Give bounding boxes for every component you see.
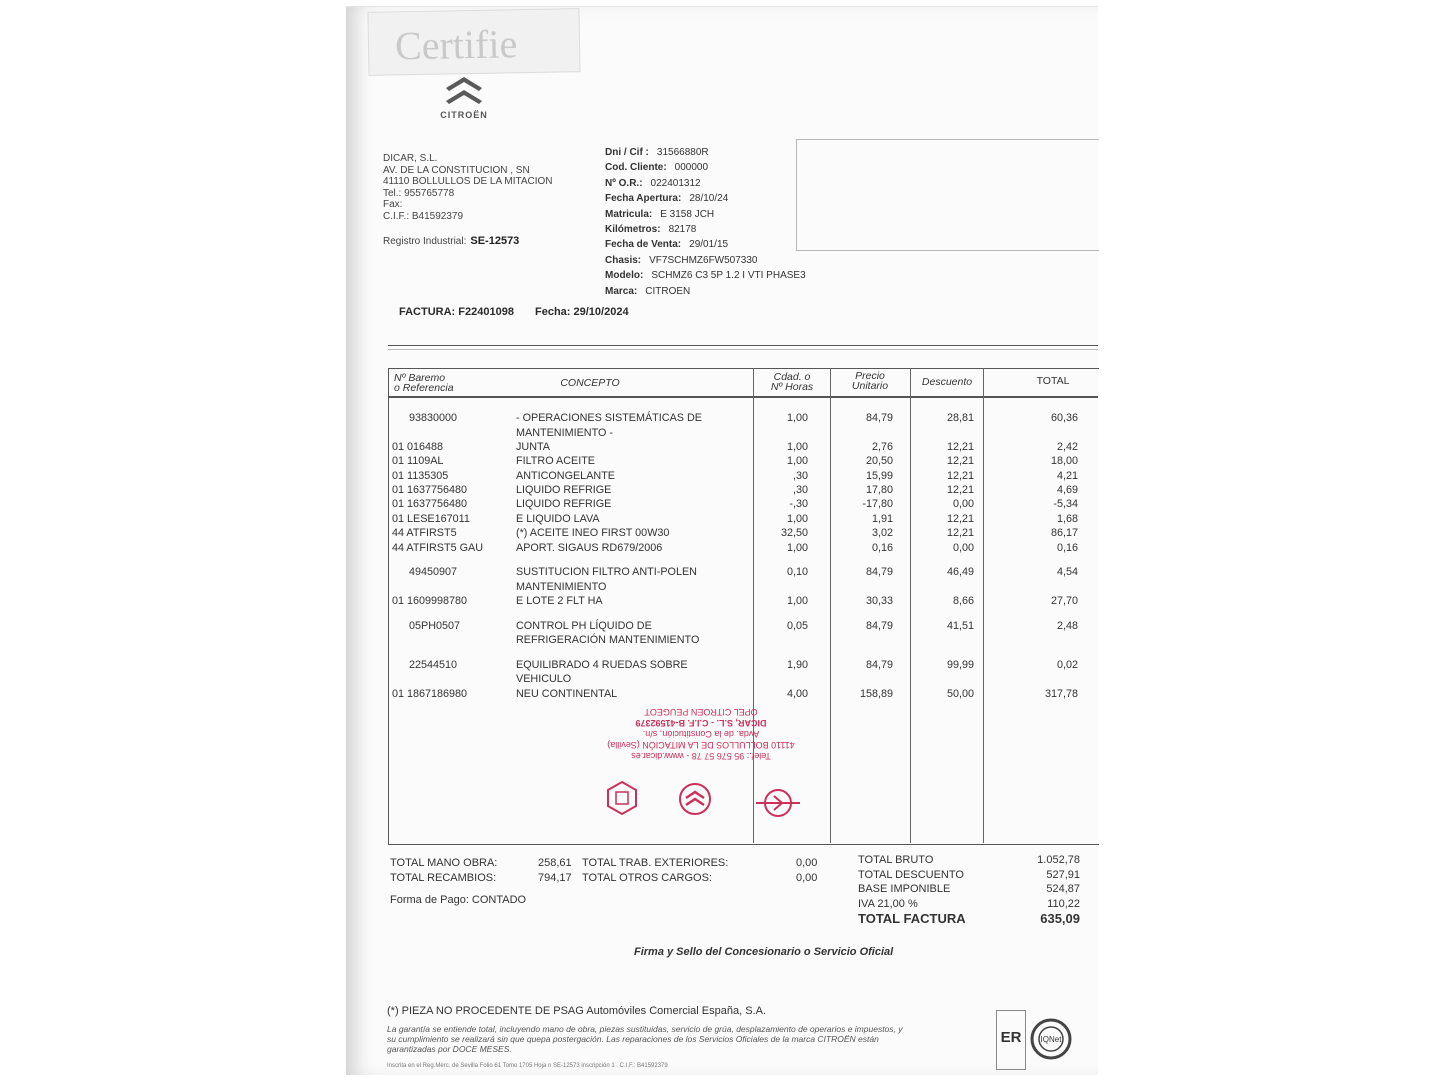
- header-discount: Descuento: [921, 376, 973, 388]
- legal-text: La garantía se entiende total, incluyendo mano de obra, piezas sustituidas, servicio de grúa, desplazamiento de operarios e impuestos, y su cumplimiento se realizará sin que quepa postergación. Las reparaciones de los Servicios Oficiales de la marca CITROËN están garantizadas por DOCE MESES.: [387, 1024, 903, 1054]
- cell-disc: 12,21: [946, 441, 974, 453]
- cell-qty: 1,00: [786, 441, 808, 453]
- cell-qty: -,30: [789, 498, 808, 510]
- vehicle-info-label: Marca:: [605, 285, 638, 297]
- cell-price: 0,16: [871, 542, 893, 554]
- invoice-header: [399, 306, 629, 318]
- stamp-brands: OPEL CITROEN PEUGEOT: [644, 707, 758, 717]
- company-tel: Tel.: 955765778: [383, 187, 455, 199]
- vehicle-info-value: E 3158 JCH: [660, 208, 715, 220]
- totals-right-row: [858, 868, 1080, 883]
- cell-disc: 46,49: [946, 566, 974, 578]
- vehicle-info-row: [605, 145, 806, 160]
- cell-price: 84,79: [865, 412, 893, 424]
- vehicle-info: [605, 145, 806, 299]
- totals-left-row2: TOTAL RECAMBIOS: 794,17 TOTAL OTROS CARGOS: 0,00: [390, 872, 818, 884]
- vehicle-info-value: 022401312: [650, 177, 701, 189]
- cell-ref: 01 LESE167011: [392, 513, 470, 525]
- vehicle-info-value: SCHMZ6 C3 5P 1.2 I VTI PHASE3: [651, 270, 806, 282]
- totals-right-row: [858, 882, 1080, 897]
- registro-industrial: Registro Industrial: SE-12573: [383, 235, 520, 247]
- cell-concept: E LOTE 2 FLT HA: [516, 595, 603, 607]
- vehicle-info-label: Fecha de Venta:: [605, 239, 682, 251]
- table-header-rule: [388, 396, 1098, 398]
- cell-concept: E LIQUIDO LAVA: [516, 513, 600, 525]
- citroen-chevrons-icon: [443, 72, 485, 108]
- cell-price: 30,33: [865, 595, 893, 607]
- cell-price: 20,50: [865, 455, 893, 467]
- stamp-tel: Telef.: 95 576 57 78 - www.dicar.es: [631, 751, 771, 761]
- cell-total: 4,21: [1056, 470, 1078, 482]
- totals-right-value: 110,22: [1047, 897, 1080, 910]
- cell-qty: 1,00: [786, 595, 808, 607]
- cell-qty: 4,00: [786, 688, 808, 700]
- vehicle-info-row: [605, 253, 806, 268]
- iqnet-label: IQNet: [1040, 1035, 1062, 1044]
- vehicle-info-row: [605, 222, 806, 237]
- vehicle-info-label: Cod. Cliente:: [605, 162, 667, 174]
- vehicle-info-value: VF7SCHMZ6FW507330: [649, 254, 758, 266]
- top-stamp: Certifie: [367, 8, 580, 76]
- cell-ref: 01 1867186980: [392, 688, 468, 700]
- cell-price: 84,79: [865, 620, 893, 632]
- footer-registry: Inscrita en el Reg.Merc. de Sevilla Folio 61 Tomo 1705 Hoja n SE-12573 inscripción 1 . C.I.F.: B41592379: [387, 1063, 668, 1069]
- cell-qty: ,30: [792, 484, 808, 496]
- cell-ref: 01 1609998780: [392, 595, 468, 607]
- cell-disc: 8,66: [952, 595, 974, 607]
- vehicle-info-value: 31566880R: [656, 147, 709, 158]
- total-factura: TOTAL FACTURA 635,09: [858, 911, 1080, 926]
- cell-ref: 01 016488: [392, 441, 444, 453]
- cell-ref: 22544510: [409, 659, 458, 671]
- header-ref: Nº Baremo o Referencia: [394, 372, 454, 394]
- cell-concept: JUNTA: [516, 441, 550, 453]
- totals-right-label: BASE IMPONIBLE: [858, 883, 951, 895]
- cell-ref: 01 1637756480: [392, 484, 468, 496]
- cell-qty: 1,00: [786, 412, 808, 424]
- customer-address-box: [796, 139, 1099, 251]
- cell-qty: 1,90: [786, 659, 808, 671]
- cell-disc: 12,21: [946, 455, 974, 467]
- stamp-addr1: Avda. de la Constitución, s/n.: [642, 729, 760, 739]
- company-name: DICAR, S.L.: [383, 153, 438, 164]
- cell-total: 2,48: [1056, 620, 1078, 632]
- cell-total: 4,54: [1056, 566, 1078, 578]
- company-block: [383, 153, 553, 222]
- cell-ref: 01 1109AL: [392, 455, 444, 467]
- cell-ref: 44 ATFIRST5: [392, 527, 457, 539]
- totals-right-label: TOTAL DESCUENTO: [858, 868, 964, 881]
- cell-ref: 44 ATFIRST5 GAU: [392, 542, 483, 554]
- vehicle-info-value: 000000: [674, 162, 709, 174]
- cell-concept: MANTENIMIENTO -: [516, 427, 613, 439]
- cell-total: 18,00: [1050, 455, 1078, 467]
- company-address1: AV. DE LA CONSTITUCION , SN: [383, 164, 530, 176]
- pieza-note: (*) PIEZA NO PROCEDENTE DE PSAG Automóviles Comercial España, S.A.: [387, 1005, 767, 1017]
- cell-price: 1,91: [871, 513, 893, 525]
- cell-ref: 93830000: [409, 412, 458, 424]
- cell-disc: 50,00: [946, 688, 974, 700]
- vehicle-info-label: Chasis:: [605, 254, 642, 266]
- company-cif: C.I.F.: B41592379: [383, 210, 464, 222]
- totals-right-label: IVA 21,00 %: [858, 897, 918, 910]
- cell-disc: 0,00: [952, 542, 974, 554]
- cell-ref: 01 1637756480: [392, 498, 468, 510]
- totals-right-label: TOTAL BRUTO: [858, 854, 934, 866]
- cell-disc: 99,99: [946, 659, 974, 671]
- vehicle-info-row: [605, 268, 806, 283]
- cell-price: 2,76: [871, 441, 893, 453]
- citroen-logo: [428, 72, 500, 120]
- cell-total: 1,68: [1056, 513, 1078, 525]
- totals-right-row: [858, 853, 1080, 868]
- cell-qty: 0,10: [786, 566, 808, 578]
- cell-price: 3,02: [871, 527, 893, 539]
- vehicle-info-row: [605, 176, 806, 191]
- cell-disc: 12,21: [946, 484, 974, 496]
- vehicle-info-label: Matricula:: [605, 208, 653, 220]
- cell-total: 86,17: [1050, 527, 1078, 539]
- cell-qty: 1,00: [786, 542, 808, 554]
- cell-disc: 12,21: [946, 527, 974, 539]
- cell-total: 2,42: [1056, 441, 1078, 453]
- totals-right-value: 524,87: [1046, 883, 1080, 895]
- cell-concept: (*) ACEITE INEO FIRST 00W30: [516, 527, 670, 539]
- cell-concept: NEU CONTINENTAL: [516, 688, 618, 700]
- cell-total: -5,34: [1053, 498, 1078, 510]
- cell-concept: VEHICULO: [516, 673, 572, 685]
- cell-concept: FILTRO ACEITE: [516, 455, 595, 467]
- totals-left: [390, 856, 817, 908]
- vehicle-info-value: 29/01/15: [689, 239, 729, 251]
- table-top-rule: [388, 345, 1098, 346]
- vehicle-info-row: [605, 284, 806, 299]
- cell-price: 84,79: [865, 566, 893, 578]
- peugeot-logo-icon: [602, 780, 642, 816]
- vehicle-info-label: Nº O.R.:: [605, 177, 643, 189]
- vehicle-info-row: [605, 237, 806, 252]
- citroen-stamp-logo-icon: [678, 782, 712, 816]
- header-total: TOTAL: [1036, 375, 1070, 387]
- invoice-date: Fecha: 29/10/2024: [535, 306, 629, 318]
- iqnet-certification-icon: [1030, 1018, 1072, 1060]
- header-qty: Cdad. o Nº Horas: [770, 371, 814, 393]
- cell-concept: MANTENIMIENTO: [516, 581, 607, 593]
- cell-concept: LIQUIDO REFRIGE: [516, 498, 612, 510]
- payment-method: Forma de Pago: CONTADO: [390, 894, 527, 906]
- opel-logo-icon: [754, 788, 802, 818]
- cell-total: 60,36: [1050, 412, 1078, 424]
- cell-concept: - OPERACIONES SISTEMÁTICAS DE: [516, 412, 702, 424]
- cell-ref: 05PH0507: [409, 620, 461, 632]
- cell-disc: 12,21: [946, 470, 974, 482]
- company-address2: 41110 BOLLULLOS DE LA MITACION: [383, 176, 553, 187]
- invoice-number: FACTURA: F22401098: [399, 306, 514, 318]
- totals-left-row1: TOTAL MANO OBRA: 258,61 TOTAL TRAB. EXTERIORES: 0,00: [390, 857, 818, 869]
- cell-concept: EQUILIBRADO 4 RUEDAS SOBRE: [516, 659, 688, 671]
- cell-concept: ANTICONGELANTE: [516, 470, 615, 482]
- col-divider: [910, 368, 911, 843]
- cell-qty: 1,00: [786, 513, 808, 525]
- cell-total: 4,69: [1056, 484, 1078, 496]
- cell-concept: REFRIGERACIÓN MANTENIMIENTO: [516, 634, 700, 646]
- col-divider: [983, 368, 984, 843]
- cell-total: 0,16: [1056, 542, 1078, 554]
- cell-disc: 41,51: [946, 620, 974, 632]
- totals-right-row: [858, 897, 1080, 912]
- cell-total: 27,70: [1050, 595, 1078, 607]
- cell-concept: LIQUIDO REFRIGE: [516, 484, 612, 496]
- cell-total: 0,02: [1056, 659, 1078, 671]
- cell-concept: APORT. SIGAUS RD679/2006: [516, 542, 663, 554]
- company-fax: Fax:: [383, 199, 403, 210]
- vehicle-info-label: Dni / Cif :: [605, 147, 649, 158]
- stamp-addr2: 41110 BOLLULLOS DE LA MITACIÓN (Sevilla): [607, 740, 795, 750]
- cell-price: 17,80: [865, 484, 893, 496]
- cell-disc: 28,81: [946, 412, 974, 424]
- cell-concept: CONTROL PH LÍQUIDO DE: [516, 620, 652, 632]
- cell-price: 84,79: [865, 659, 893, 671]
- vehicle-info-value: 28/10/24: [689, 193, 729, 205]
- cell-price: -17,80: [862, 498, 893, 510]
- vehicle-info-value: 82178: [668, 224, 697, 236]
- cell-price: 158,89: [859, 688, 893, 700]
- vehicle-info-label: Modelo:: [605, 270, 644, 282]
- header-concept: CONCEPTO: [560, 377, 620, 389]
- col-divider: [830, 368, 831, 843]
- dealer-stamp-text: [586, 706, 816, 761]
- cell-qty: 1,00: [786, 455, 808, 467]
- cell-total: 317,78: [1044, 688, 1078, 700]
- cell-qty: 32,50: [780, 527, 808, 539]
- vehicle-info-row: [605, 191, 806, 206]
- totals-right-value: 1.052,78: [1037, 854, 1080, 866]
- cell-qty: ,30: [792, 470, 808, 482]
- cell-disc: 12,21: [946, 513, 974, 525]
- cell-disc: 0,00: [952, 498, 974, 510]
- stamp-dealer: DICAR, S.L. - C.I.F. B-41592379: [635, 718, 767, 728]
- er-certification-badge: ER: [996, 1010, 1026, 1070]
- vehicle-info-value: CITROEN: [645, 285, 691, 297]
- dealer-stamp: [586, 706, 816, 826]
- totals-right-value: 527,91: [1046, 868, 1080, 881]
- vehicle-info-label: Kilómetros:: [605, 224, 661, 236]
- cell-ref: 49450907: [409, 566, 458, 578]
- cell-qty: 0,05: [786, 620, 808, 632]
- table-top-rule-2: [388, 349, 1098, 350]
- brand-name: CITROËN: [440, 110, 488, 120]
- vehicle-info-row: [605, 160, 806, 175]
- totals-right: [858, 853, 1080, 927]
- cell-concept: SUSTITUCION FILTRO ANTI-POLEN: [516, 566, 697, 578]
- vehicle-info-label: Fecha Apertura:: [605, 193, 682, 205]
- header-price: Precio Unitario: [851, 370, 889, 392]
- vehicle-info-row: [605, 207, 806, 222]
- signature-label: Firma y Sello del Concesionario o Servicio Oficial: [634, 946, 894, 958]
- cell-ref: 01 1135305: [392, 470, 449, 482]
- cell-price: 15,99: [865, 470, 893, 482]
